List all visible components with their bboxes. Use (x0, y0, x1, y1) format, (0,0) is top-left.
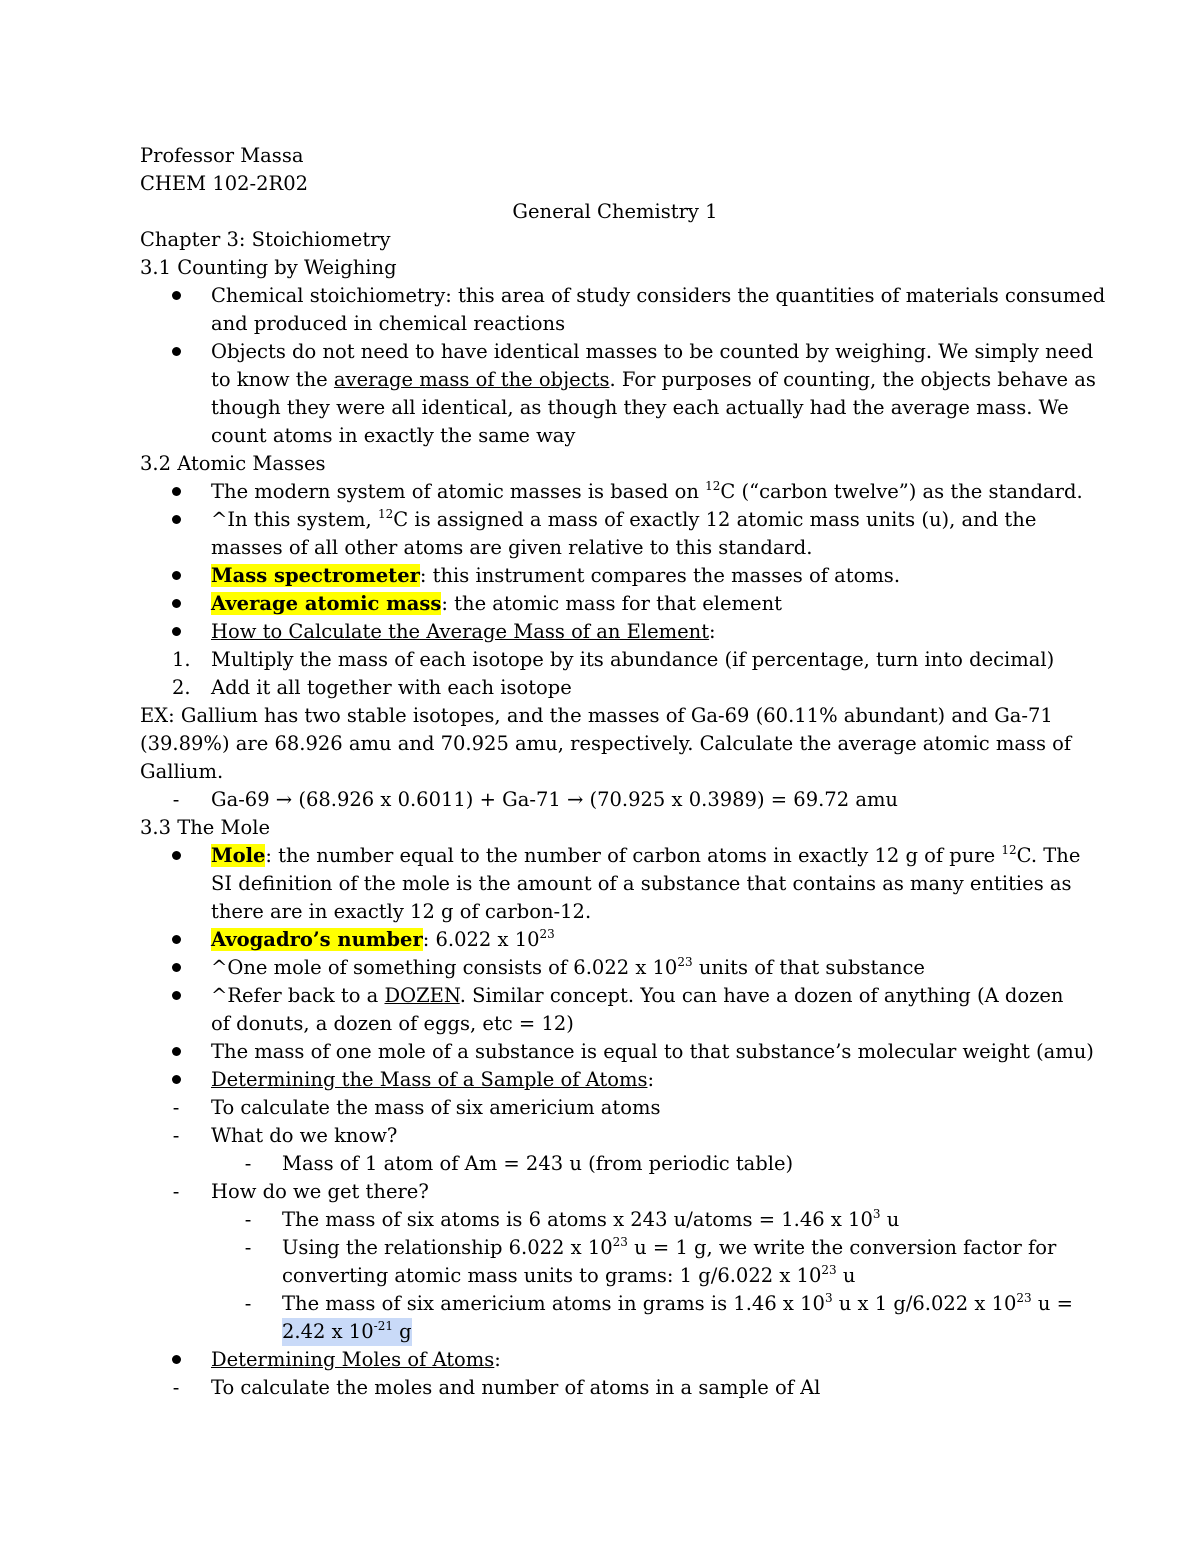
underlined-term: Determining Moles of Atoms (211, 1348, 495, 1371)
bullet-icon (170, 1346, 182, 1374)
section-heading-3-2: 3.2 Atomic Masses (140, 452, 326, 475)
underlined-term: average mass of the objects (333, 368, 610, 391)
bullet-icon (170, 282, 182, 310)
bullet-icon (170, 506, 182, 534)
bullet-icon (170, 842, 182, 870)
bullet-icon (170, 562, 182, 590)
bullet-icon (170, 982, 182, 1010)
section-heading-3-3: 3.3 The Mole (140, 816, 270, 839)
chapter-heading: Chapter 3: Stoichiometry (140, 228, 391, 251)
bullet-icon (170, 954, 182, 982)
highlighted-answer: 2.42 x $10^{-21}$ g (282, 1318, 412, 1346)
highlighted-term: Avogadro’s number (211, 928, 423, 951)
bullet-icon (170, 590, 182, 618)
section-heading-3-1: 3.1 Counting by Weighing (140, 256, 397, 279)
highlighted-term: Mass spectrometer (211, 564, 420, 587)
example-text: (39.89%) are 68.926 amu and 70.925 amu, respectively. Calculate the average atomic mass of (140, 732, 1072, 755)
page-title: General Chemistry 1 (512, 200, 718, 223)
bullet-icon (170, 926, 182, 954)
bullet-icon (170, 1066, 182, 1094)
course-code: CHEM 102-2R02 (140, 172, 309, 195)
underlined-term: How to Calculate the Average Mass of an Element (211, 620, 710, 643)
highlighted-term: Mole (211, 844, 266, 867)
example-text: EX: Gallium has two stable isotopes, and the masses of Ga-69 (60.11% abundant) and Ga-71 (140, 704, 1053, 727)
highlighted-term: Average atomic mass (211, 592, 442, 615)
professor-name: Professor Massa (140, 144, 304, 167)
bullet-icon (170, 478, 182, 506)
underlined-term: Determining the Mass of a Sample of Atoms (211, 1068, 648, 1091)
bullet-icon (170, 1038, 182, 1066)
underlined-term: DOZEN (384, 984, 460, 1007)
example-text: Gallium. (140, 760, 224, 783)
bullet-icon (170, 618, 182, 646)
bullet-icon (170, 338, 182, 366)
